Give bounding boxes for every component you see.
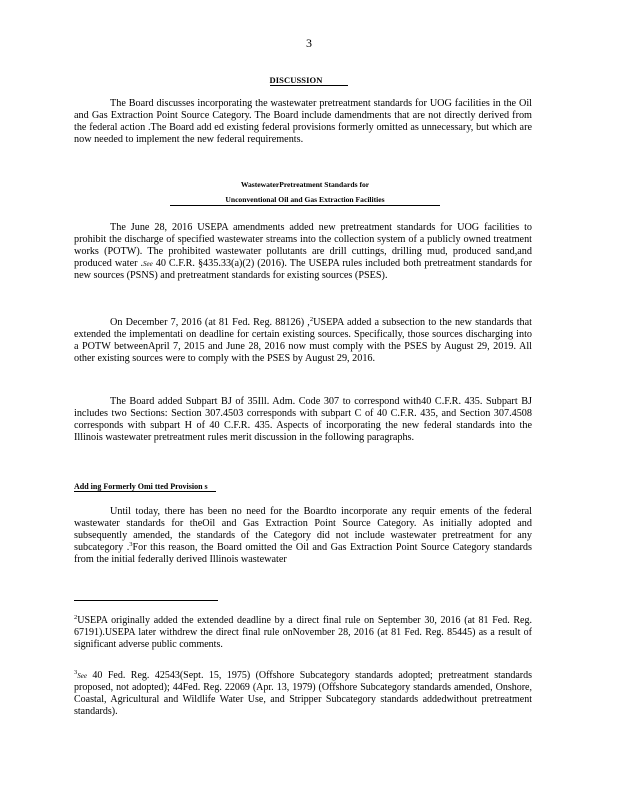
- footnote-ref-3: 3: [129, 541, 133, 549]
- footnote-2: [74, 615, 532, 651]
- footnote-3-mark: 3: [74, 669, 78, 676]
- paragraph-dec-text-b: USEPA added a subsection to the new standards that extended the implementati on deadline for certain existing sources. Specifically, those sources discharging into a POTW betweenApril 7, 2015 and June 28, 2016 now must comply with the PSES by August 29, 2019. All other existing sources were to comply with the PSES by August 29, 2016.: [74, 317, 532, 365]
- paragraph-until-text-b: For this reason, the Board omitted the Oil and Gas Extraction Point Source Category standards from the initial federally derived Illinois wastewater: [74, 542, 532, 566]
- paragraph-subpart-bj: The Board added Subpart BJ of 35Ill. Adm. Code 307 to correspond with40 C.F.R. 435. Subpart BJ includes two Sections: Section 307.4503 corresponds with subpart C of 40 C.F.R. 435, and Section 307.4508 corresponds with subpart H of 40 C.F.R. 435. Aspects of incorporating the new federal standards into the Illinois wastewater pretreatment rules merit discussion in the following paragraphs.: [74, 396, 532, 444]
- footnote-ref-2: 2: [309, 316, 314, 323]
- footnote-2-mark: 2: [74, 614, 78, 621]
- paragraph-june-text-b: 40 C.F.R. §435.33(a)(2) (2016). The USEPA rules included both pretreatment standards for new sources (PSNS) and pretreatment standards for existing sources (PSES).: [74, 258, 532, 282]
- footnote-2-text: USEPA originally added the extended deadline by a direct final rule on September 30, 2016 (at 81 Fed. Reg. 67191).USEPA later withdrew the direct final rule onNovember 28, 2016 (at 81 Fed. Reg. 85445) as a result of significant adverse public comments.: [74, 615, 532, 651]
- paragraph-december-subsection: [74, 317, 532, 365]
- subheading-line-2: Unconventional Oil and Gas Extraction Facilities: [170, 195, 440, 206]
- section-heading-omitted-provisions: [74, 482, 216, 491]
- paragraph-until-today: [74, 506, 532, 566]
- section-heading-text: Add ing Formerly Omi tted Provision s: [74, 482, 216, 492]
- footnote-3-see: See: [77, 672, 87, 680]
- footnote-3: [74, 670, 532, 718]
- paragraph-june-text-a: The June 28, 2016 USEPA amendments added new pretreatment standards for UOG facilities to prohibit the discharge of specified wastewater streams into the collection system of a publicly owned treatment works (POTW). The prohibited wastewater pollutants are drill cuttings, drilling mud, produced sand,and produced water .: [74, 222, 532, 270]
- paragraph-until-text-a: Until today, there has been no need for the Boardto incorporate any requir ements of the federal wastewater standards for theOil and Gas Extraction Point Source Category. As initially adopted and subsequently amended, the standards of the Category did not include wastewater pretreatment for any subcategory .: [74, 506, 532, 554]
- section-heading-discussion: [0, 75, 618, 85]
- subheading-line-1: WastewaterPretreatment Standards for: [240, 180, 370, 189]
- footnote-3-text: 40 Fed. Reg. 42543(Sept. 15, 1975) (Offshore Subcategory standards adopted; pretreatment standards proposed, not adopted); 44Fed. Reg. 22069 (Apr. 13, 1979) (Offshore Subcategory standards amended, Onshore, Coastal, Agricultural and Wildlife Water Use, and Stripper Subcategory standards addedwithout pretreatment standards).: [74, 670, 532, 718]
- paragraph-dec-text-a: On December 7, 2016 (at 81 Fed. Reg. 88126) ,: [110, 317, 310, 328]
- heading-text: DISCUSSION: [270, 75, 349, 86]
- see-signal: See: [143, 260, 153, 269]
- page-number: 3: [306, 36, 312, 50]
- footnote-divider: [74, 600, 218, 601]
- paragraph-intro: The Board discusses incorporating the wastewater pretreatment standards for UOG facilities in the Oil and Gas Extraction Point Source Category. The Board include damendments that are not directly derived from the federal action .The Board add ed existing federal provisions formerly omitted as unnecessary, but which are now needed to implement the new federal requirements.: [74, 98, 532, 146]
- paragraph-june-amendments: [74, 222, 532, 282]
